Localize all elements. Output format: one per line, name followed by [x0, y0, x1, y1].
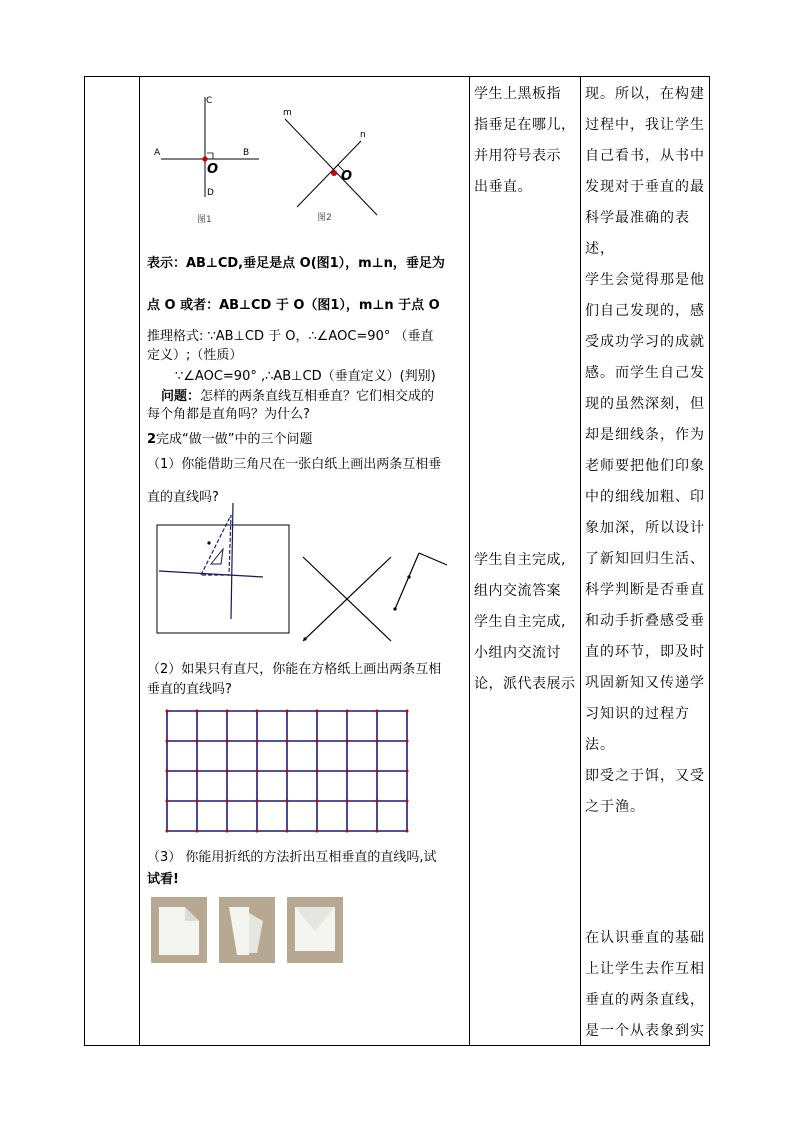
design-intent-line: 却是细线条，作为: [585, 427, 705, 443]
triangle-ruler: [201, 515, 231, 575]
design-intent-block-2: [585, 923, 707, 1047]
grid-node: [166, 710, 169, 713]
student-activity-line: 小组内交流讨: [474, 645, 561, 661]
grid-node: [376, 830, 379, 833]
design-intent-line: 巩固新知又传递学: [585, 675, 705, 691]
grid-node: [406, 740, 409, 743]
question-1-line-1: （1）你能借助三角尺在一张白纸上画出两条互相垂: [147, 457, 442, 472]
grid-node: [196, 770, 199, 773]
grid-node: [376, 710, 379, 713]
grid-node: [226, 800, 229, 803]
grid-node: [256, 740, 259, 743]
student-activity-line: 论，派代表展示: [474, 676, 576, 692]
triangle-ruler-drawing: [151, 499, 461, 659]
question-text: 怎样的两条直线互相垂直？它们相交成的: [200, 389, 435, 404]
question-3-line-1: （3） 你能用折纸的方法折出互相垂直的直线吗,试: [147, 850, 437, 865]
folded-paper-icon: [287, 897, 343, 963]
student-activity-line: 指垂足在哪儿，: [474, 117, 576, 133]
figure-1-caption: 图1: [197, 215, 212, 225]
grid-node: [286, 770, 289, 773]
grid-node: [226, 710, 229, 713]
design-intent-line: 科学判断是否垂直: [585, 582, 705, 598]
perpendicular-figures: [149, 89, 379, 229]
grid-node: [196, 830, 199, 833]
point-o-dot: [202, 156, 207, 161]
design-intent-line: 们自己发现的，感: [585, 303, 705, 319]
folded-paper-icon: [151, 897, 207, 963]
student-activity-line: 出垂直。: [474, 179, 532, 195]
grid-node: [256, 770, 259, 773]
design-intent-line: 老师要把他们印象: [585, 458, 705, 474]
question-line-2: 每个角都是直角吗？为什么?: [147, 407, 310, 422]
grid-node: [256, 710, 259, 713]
grid-node: [166, 830, 169, 833]
design-intent-line: 受成功学习的成就: [585, 334, 705, 350]
question-2-line-1: （2）如果只有直尺，你能在方格纸上画出两条互相: [147, 662, 442, 677]
student-activity-line: 学生自主完成,: [474, 614, 566, 630]
folding-photo-2: [219, 897, 275, 963]
grid-node: [406, 800, 409, 803]
student-activity-block-1: [474, 79, 576, 203]
grid-node: [316, 770, 319, 773]
dot: [303, 637, 306, 640]
grid-node: [166, 740, 169, 743]
design-intent-line: 习知识的过程方法。: [585, 706, 690, 753]
right-angle-mark: [207, 153, 213, 159]
design-intent-line: 科学最准确的表述，: [585, 210, 690, 257]
grid-node: [226, 830, 229, 833]
design-intent-line: 了新知回归生活、: [585, 551, 705, 567]
design-intent-line: 过程中，我让学生: [585, 117, 705, 133]
label-a: A: [154, 148, 161, 158]
question-3-line-2: 试看!: [147, 872, 179, 887]
dot: [207, 541, 210, 544]
design-intent-line: 直的环节，即及时: [585, 644, 705, 660]
design-intent-line: 现。所以，在构建: [585, 86, 705, 102]
notation-line-2: 点 O 或者：AB⊥CD 于 O（图1），m⊥n 于点 O: [147, 298, 440, 313]
design-intent-line: 感。而学生自己发: [585, 365, 705, 381]
grid-node: [316, 800, 319, 803]
grid-node: [256, 800, 259, 803]
label-o: O: [207, 162, 219, 177]
dot: [393, 607, 396, 610]
design-intent-line: 中的细线加粗、印: [585, 489, 705, 505]
grid-node: [376, 740, 379, 743]
grid-node: [286, 800, 289, 803]
task-2-text: 完成“做一做”中的三个问题: [156, 432, 313, 447]
grid-node: [286, 740, 289, 743]
grid-node: [346, 800, 349, 803]
reasoning-line-2: 定义）;（性质）: [147, 348, 243, 363]
dot: [407, 575, 410, 578]
design-intent-line: 在认识垂直的基础: [585, 930, 705, 946]
design-intent-line: 学生会觉得那是他: [585, 272, 705, 288]
grid-node: [376, 800, 379, 803]
figure-2-caption: 图2: [317, 213, 332, 223]
angle-arm: [395, 553, 419, 609]
student-activity-cell: [470, 77, 580, 1045]
design-intent-line: 即受之于饵，又受: [585, 768, 705, 784]
grid-node: [346, 710, 349, 713]
grid-node: [316, 710, 319, 713]
student-activity-line: 并用符号表示: [474, 148, 561, 164]
grid-node: [406, 710, 409, 713]
grid-node: [316, 740, 319, 743]
grid-node: [256, 830, 259, 833]
notation-line-1: 表示：AB⊥CD,垂足是点 O(图1），m⊥n，垂足为: [147, 256, 445, 271]
design-intent-block-1: [585, 79, 707, 823]
design-intent-cell: [581, 77, 710, 1045]
grid-node: [346, 830, 349, 833]
label-d: D: [207, 188, 214, 198]
design-intent-line: 之于渔。: [585, 799, 645, 815]
question-2-line-2: 垂直的直线吗?: [147, 682, 232, 697]
design-intent-line: 和动手折叠感受垂: [585, 613, 705, 629]
design-intent-line: 垂直的两条直线，: [585, 992, 705, 1008]
reasoning-line-1: 推理格式: ∵AB⊥CD 于 O，∴∠AOC=90° （垂直: [147, 329, 434, 344]
design-intent-line: 发现对于垂直的最: [585, 179, 705, 195]
grid-paper: [163, 707, 417, 837]
folding-photo-1: [151, 897, 207, 963]
grid-node: [406, 830, 409, 833]
teaching-content-cell: [139, 77, 469, 1045]
task-2-number: 2: [147, 432, 157, 447]
grid-node: [196, 800, 199, 803]
reasoning-line-3: ∵∠AOC=90° ,∴AB⊥CD（垂直定义）(判别): [175, 369, 436, 384]
lesson-table: [84, 76, 710, 1046]
point-o-dot: [331, 170, 337, 176]
paper-sheet: [157, 525, 289, 633]
question-label: 问题：: [161, 389, 201, 404]
grid-node: [346, 740, 349, 743]
angle-arm: [419, 553, 447, 565]
design-intent-line: 象加深，所以设计: [585, 520, 705, 536]
grid-node: [166, 770, 169, 773]
grid-node: [196, 710, 199, 713]
student-activity-line: 学生自主完成,: [474, 552, 566, 568]
student-activity-line: 组内交流答案: [474, 583, 561, 599]
grid-node: [406, 770, 409, 773]
design-intent-line: 现的虽然深刻，但: [585, 396, 705, 412]
label-o: O: [341, 169, 353, 184]
question-line-1: [161, 388, 434, 406]
design-intent-line: 上让学生去作互相: [585, 961, 705, 977]
grid-node: [346, 770, 349, 773]
label-b: B: [243, 148, 250, 158]
design-intent-line: 自己看书，从书中: [585, 148, 705, 164]
grid-node: [166, 800, 169, 803]
grid-node: [286, 710, 289, 713]
folded-paper-icon: [219, 897, 275, 963]
grid-node: [196, 740, 199, 743]
label-c: C: [206, 96, 213, 106]
folding-photo-3: [287, 897, 343, 963]
grid-node: [286, 830, 289, 833]
drawn-line: [159, 571, 263, 577]
grid-node: [376, 770, 379, 773]
design-intent-line: 是一个从表象到实: [585, 1023, 705, 1039]
label-m: m: [283, 108, 292, 118]
task-2-heading: [147, 431, 313, 449]
student-activity-line: 学生上黑板指: [474, 86, 561, 102]
grid-node: [226, 770, 229, 773]
grid-node: [316, 830, 319, 833]
label-n: n: [360, 130, 366, 140]
student-activity-block-2: [474, 545, 576, 700]
grid-node: [226, 740, 229, 743]
question-1-line-2: 直的直线吗?: [147, 490, 219, 505]
